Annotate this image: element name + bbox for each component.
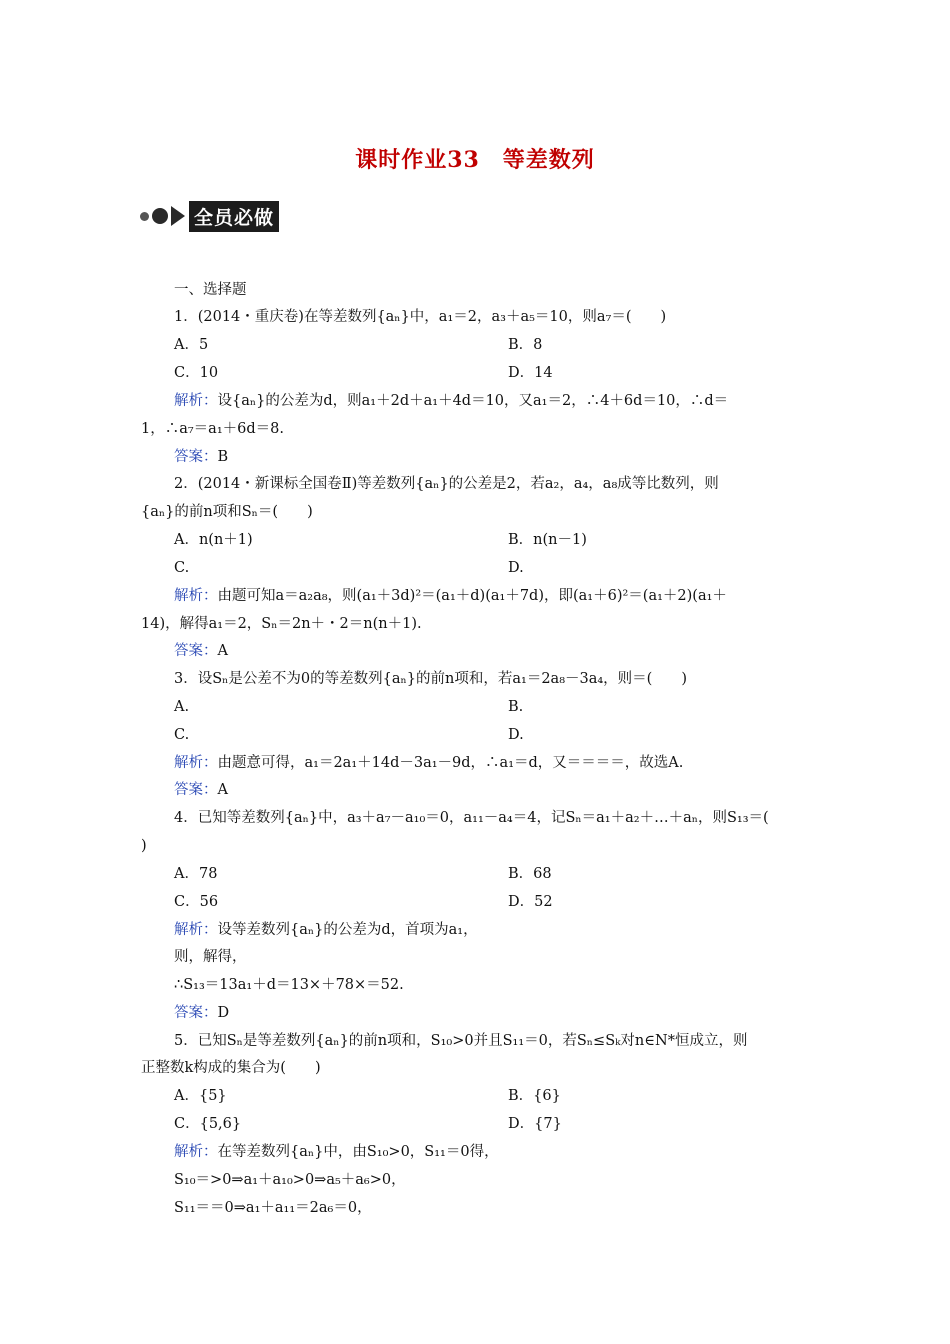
question-2-stem-cont: {aₙ}的前n项和Sₙ＝( )	[141, 504, 313, 520]
page-title: 课时作业33 等差数列	[355, 147, 595, 173]
question-4-analysis	[174, 920, 478, 940]
question-4-stem: 4．已知等差数列{aₙ}中，a₃＋a₇－a₁₀＝0，a₁₁－a₄＝4，记Sₙ＝a₁＋a₂＋…＋aₙ，则S₁₃＝(	[174, 810, 769, 826]
question-4-analysis-line3: ∴S₁₃＝13a₁＋d＝13×＋78×＝52.	[174, 977, 404, 993]
question-3-option-a: A.	[174, 699, 190, 715]
question-3-analysis	[174, 753, 683, 773]
analysis-text: 设{aₙ}的公差为d，则a₁＋2d＋a₁＋4d＝10，又a₁＝2，∴4＋6d＝10，∴d＝	[217, 393, 729, 409]
section-badge	[140, 203, 279, 229]
analysis-label: 解析：	[174, 1144, 218, 1160]
question-1-option-a: A．5	[174, 337, 209, 353]
question-2-option-a: A．n(n＋1)	[174, 532, 253, 548]
badge-label: 全员必做	[189, 201, 279, 232]
question-3-option-c: C.	[174, 727, 190, 743]
question-3-stem: 3．设Sₙ是公差不为0的等差数列{aₙ}的前n项和，若a₁＝2a₈－3a₄，则＝( )	[174, 671, 687, 687]
analysis-label: 解析：	[174, 922, 218, 938]
question-1-option-d: D．14	[508, 365, 553, 381]
question-3-option-d: D.	[508, 727, 524, 743]
question-4-stem-cont: )	[141, 838, 147, 854]
section-heading: 一、选择题	[174, 282, 247, 298]
question-2-answer	[174, 641, 228, 661]
question-4-answer	[174, 1003, 229, 1023]
question-3-option-b: B.	[508, 699, 524, 715]
analysis-label: 解析：	[174, 588, 218, 604]
question-5-option-b: B．{6}	[508, 1088, 561, 1104]
arrow-icon	[171, 206, 185, 226]
question-5-option-a: A．{5}	[174, 1088, 227, 1104]
answer-label: 答案：	[174, 643, 218, 659]
question-4-option-c: C．56	[174, 894, 219, 910]
answer-value: A	[217, 782, 228, 798]
question-2-option-d: D.	[508, 560, 524, 576]
analysis-label: 解析：	[174, 393, 218, 409]
analysis-text: 设等差数列{aₙ}的公差为d，首项为a₁，	[217, 922, 478, 938]
question-4-analysis-line2: 则，解得，	[174, 949, 247, 965]
question-2-analysis	[174, 586, 727, 606]
large-dot-icon	[152, 208, 168, 224]
answer-value: A	[217, 643, 228, 659]
question-4-option-d: D．52	[508, 894, 553, 910]
analysis-text: 由题可知a＝a₂a₈，则(a₁＋3d)²＝(a₁＋d)(a₁＋7d)，即(a₁＋6)²＝(a₁＋2)(a₁＋	[217, 588, 727, 604]
question-2-analysis-cont: 14)，解得a₁＝2，Sₙ＝2n＋・2＝n(n＋1).	[141, 616, 422, 632]
question-4-option-a: A．78	[174, 866, 218, 882]
answer-label: 答案：	[174, 1005, 218, 1021]
analysis-text: 由题意可得，a₁＝2a₁＋14d－3a₁－9d，∴a₁＝d，又＝＝＝＝，故选A.	[217, 755, 684, 771]
answer-label: 答案：	[174, 449, 218, 465]
question-5-option-d: D．{7}	[508, 1116, 562, 1132]
question-5-analysis-line2: S₁₀＝>0⇒a₁＋a₁₀>0⇒a₅＋a₆>0，	[174, 1172, 406, 1188]
question-2-stem: 2．(2014・新课标全国卷Ⅱ)等差数列{aₙ}的公差是2，若a₂，a₄，a₈成等比数列，则	[174, 476, 719, 492]
analysis-label: 解析：	[174, 755, 218, 771]
question-3-answer	[174, 780, 228, 800]
question-1-option-b: B．8	[508, 337, 543, 353]
question-5-stem: 5．已知Sₙ是等差数列{aₙ}的前n项和，S₁₀>0并且S₁₁＝0，若Sₙ≤Sₖ对n∈N*恒成立，则	[174, 1033, 748, 1049]
answer-value: D	[217, 1005, 230, 1021]
analysis-text: 在等差数列{aₙ}中，由S₁₀>0，S₁₁＝0得，	[217, 1144, 499, 1160]
question-1-stem: 1．(2014・重庆卷)在等差数列{aₙ}中，a₁＝2，a₃＋a₅＝10，则a₇＝( )	[174, 309, 667, 325]
question-1-option-c: C．10	[174, 365, 219, 381]
question-5-analysis	[174, 1142, 499, 1162]
question-2-option-c: C.	[174, 560, 190, 576]
answer-value: B	[217, 449, 229, 465]
question-1-answer	[174, 447, 228, 467]
question-1-analysis-cont: 1，∴a₇＝a₁＋6d＝8.	[141, 421, 284, 437]
question-5-stem-cont: 正整数k构成的集合为( )	[141, 1060, 321, 1076]
question-4-option-b: B．68	[508, 866, 552, 882]
question-5-analysis-line3: S₁₁＝＝0⇒a₁＋a₁₁＝2a₆＝0，	[174, 1200, 372, 1216]
question-1-analysis	[174, 391, 728, 411]
answer-label: 答案：	[174, 782, 218, 798]
question-2-option-b: B．n(n－1)	[508, 532, 587, 548]
question-5-option-c: C．{5,6}	[174, 1116, 242, 1132]
small-dot-icon	[140, 212, 149, 221]
